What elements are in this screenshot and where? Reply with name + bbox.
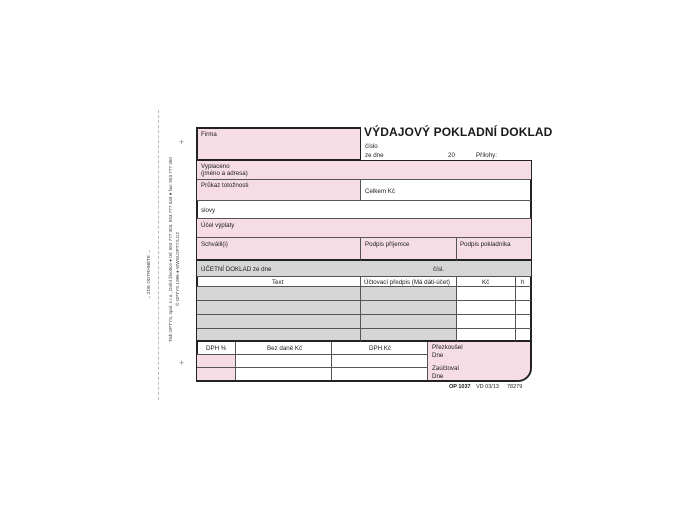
table-row-h[interactable] [516, 329, 531, 342]
printer-copyright: © OPTYS 1996 ● WWW.OPTYS.CZ [175, 231, 180, 306]
table-row-kc[interactable] [457, 315, 516, 329]
prezkousel-date-label: Dne [432, 352, 444, 359]
table-row-kc[interactable] [457, 301, 516, 315]
table-row-h[interactable] [516, 315, 531, 329]
plus-mark-top: + [179, 137, 185, 147]
form-version: VD 03/13 [476, 384, 499, 390]
schvalil-label: Schválil(i) [201, 241, 228, 248]
vat-amount-cell[interactable] [332, 368, 428, 380]
table-row-kc[interactable] [457, 287, 516, 301]
celkem-label: Celkem Kč [365, 188, 395, 195]
podpis-pokladnika-label: Podpis pokladníka [460, 241, 511, 248]
firma-label: Firma [201, 131, 217, 138]
vat-header-rate-label: DPH % [206, 345, 227, 352]
zauctoval-label: Zaúčtoval [432, 365, 459, 372]
year-label: 20 [448, 152, 455, 159]
table-row-text[interactable] [197, 301, 361, 315]
printer-info: Tisk OPTYS, spol. s r.o., Dolní Životice ● tel: 553 777 303, 553 777 333 ● fax: 553 777 350 [168, 157, 173, 342]
document-title: VÝDAJOVÝ POKLADNÍ DOKLAD [364, 125, 553, 139]
vat-header-base-label: Bez daně Kč [267, 345, 303, 352]
prilohy-label: Přílohy: [476, 152, 497, 159]
prezkousel-label: Přezkoušel [432, 344, 463, 351]
table-row-predpis[interactable] [361, 287, 457, 301]
col-header-predpis-label: Účtovací předpis (Má dáti-účet) [364, 279, 450, 286]
col-header-text-label: Text [272, 279, 284, 286]
table-row-predpis[interactable] [361, 329, 457, 342]
vat-header-vat-label: DPH Kč [369, 345, 392, 352]
accounting-number-label: čísl. [433, 266, 445, 273]
table-row-text[interactable] [197, 287, 361, 301]
cislo-label: číslo [365, 143, 378, 150]
accounting-label: ÚČETNÍ DOKLAD ze dne [201, 266, 272, 273]
col-header-kc-label: Kč [482, 279, 490, 286]
table-row-h[interactable] [516, 301, 531, 315]
prukaz-label: Průkaz totožnosti [201, 182, 249, 189]
vat-amount-cell[interactable] [332, 355, 428, 368]
ucel-row[interactable] [197, 219, 531, 238]
table-row-predpis[interactable] [361, 301, 457, 315]
table-row-text[interactable] [197, 329, 361, 342]
form-number: 78279 [507, 384, 523, 390]
firma-box[interactable] [196, 127, 361, 160]
table-row-kc[interactable] [457, 329, 516, 342]
vat-base-cell[interactable] [236, 368, 332, 380]
tear-line [158, 110, 159, 400]
ucel-label: Účel výplaty [201, 222, 235, 229]
table-row-text[interactable] [197, 315, 361, 329]
zauctoval-date-label: Dne [432, 373, 444, 380]
table-row-h[interactable] [516, 287, 531, 301]
table-row-predpis[interactable] [361, 315, 457, 329]
slovy-row[interactable] [197, 201, 531, 219]
tear-instruction: → ZDE ODTRHNĚTE → [146, 249, 151, 300]
vyplaceno-label: Vyplaceno [201, 163, 230, 170]
col-header-h-label: h [521, 279, 525, 286]
ze-dne-label: ze dne [365, 152, 384, 159]
podpis-prijemce-label: Podpis příjemce [365, 241, 410, 248]
slovy-label: slovy [201, 207, 216, 214]
vat-rate-cell[interactable] [197, 355, 236, 368]
vyplaceno-sublabel: (jméno a adresa) [201, 170, 248, 177]
vat-rate-cell[interactable] [197, 368, 236, 380]
vat-base-cell[interactable] [236, 355, 332, 368]
form-code: OP 1037 [449, 384, 471, 390]
plus-mark-bottom: + [179, 358, 185, 368]
